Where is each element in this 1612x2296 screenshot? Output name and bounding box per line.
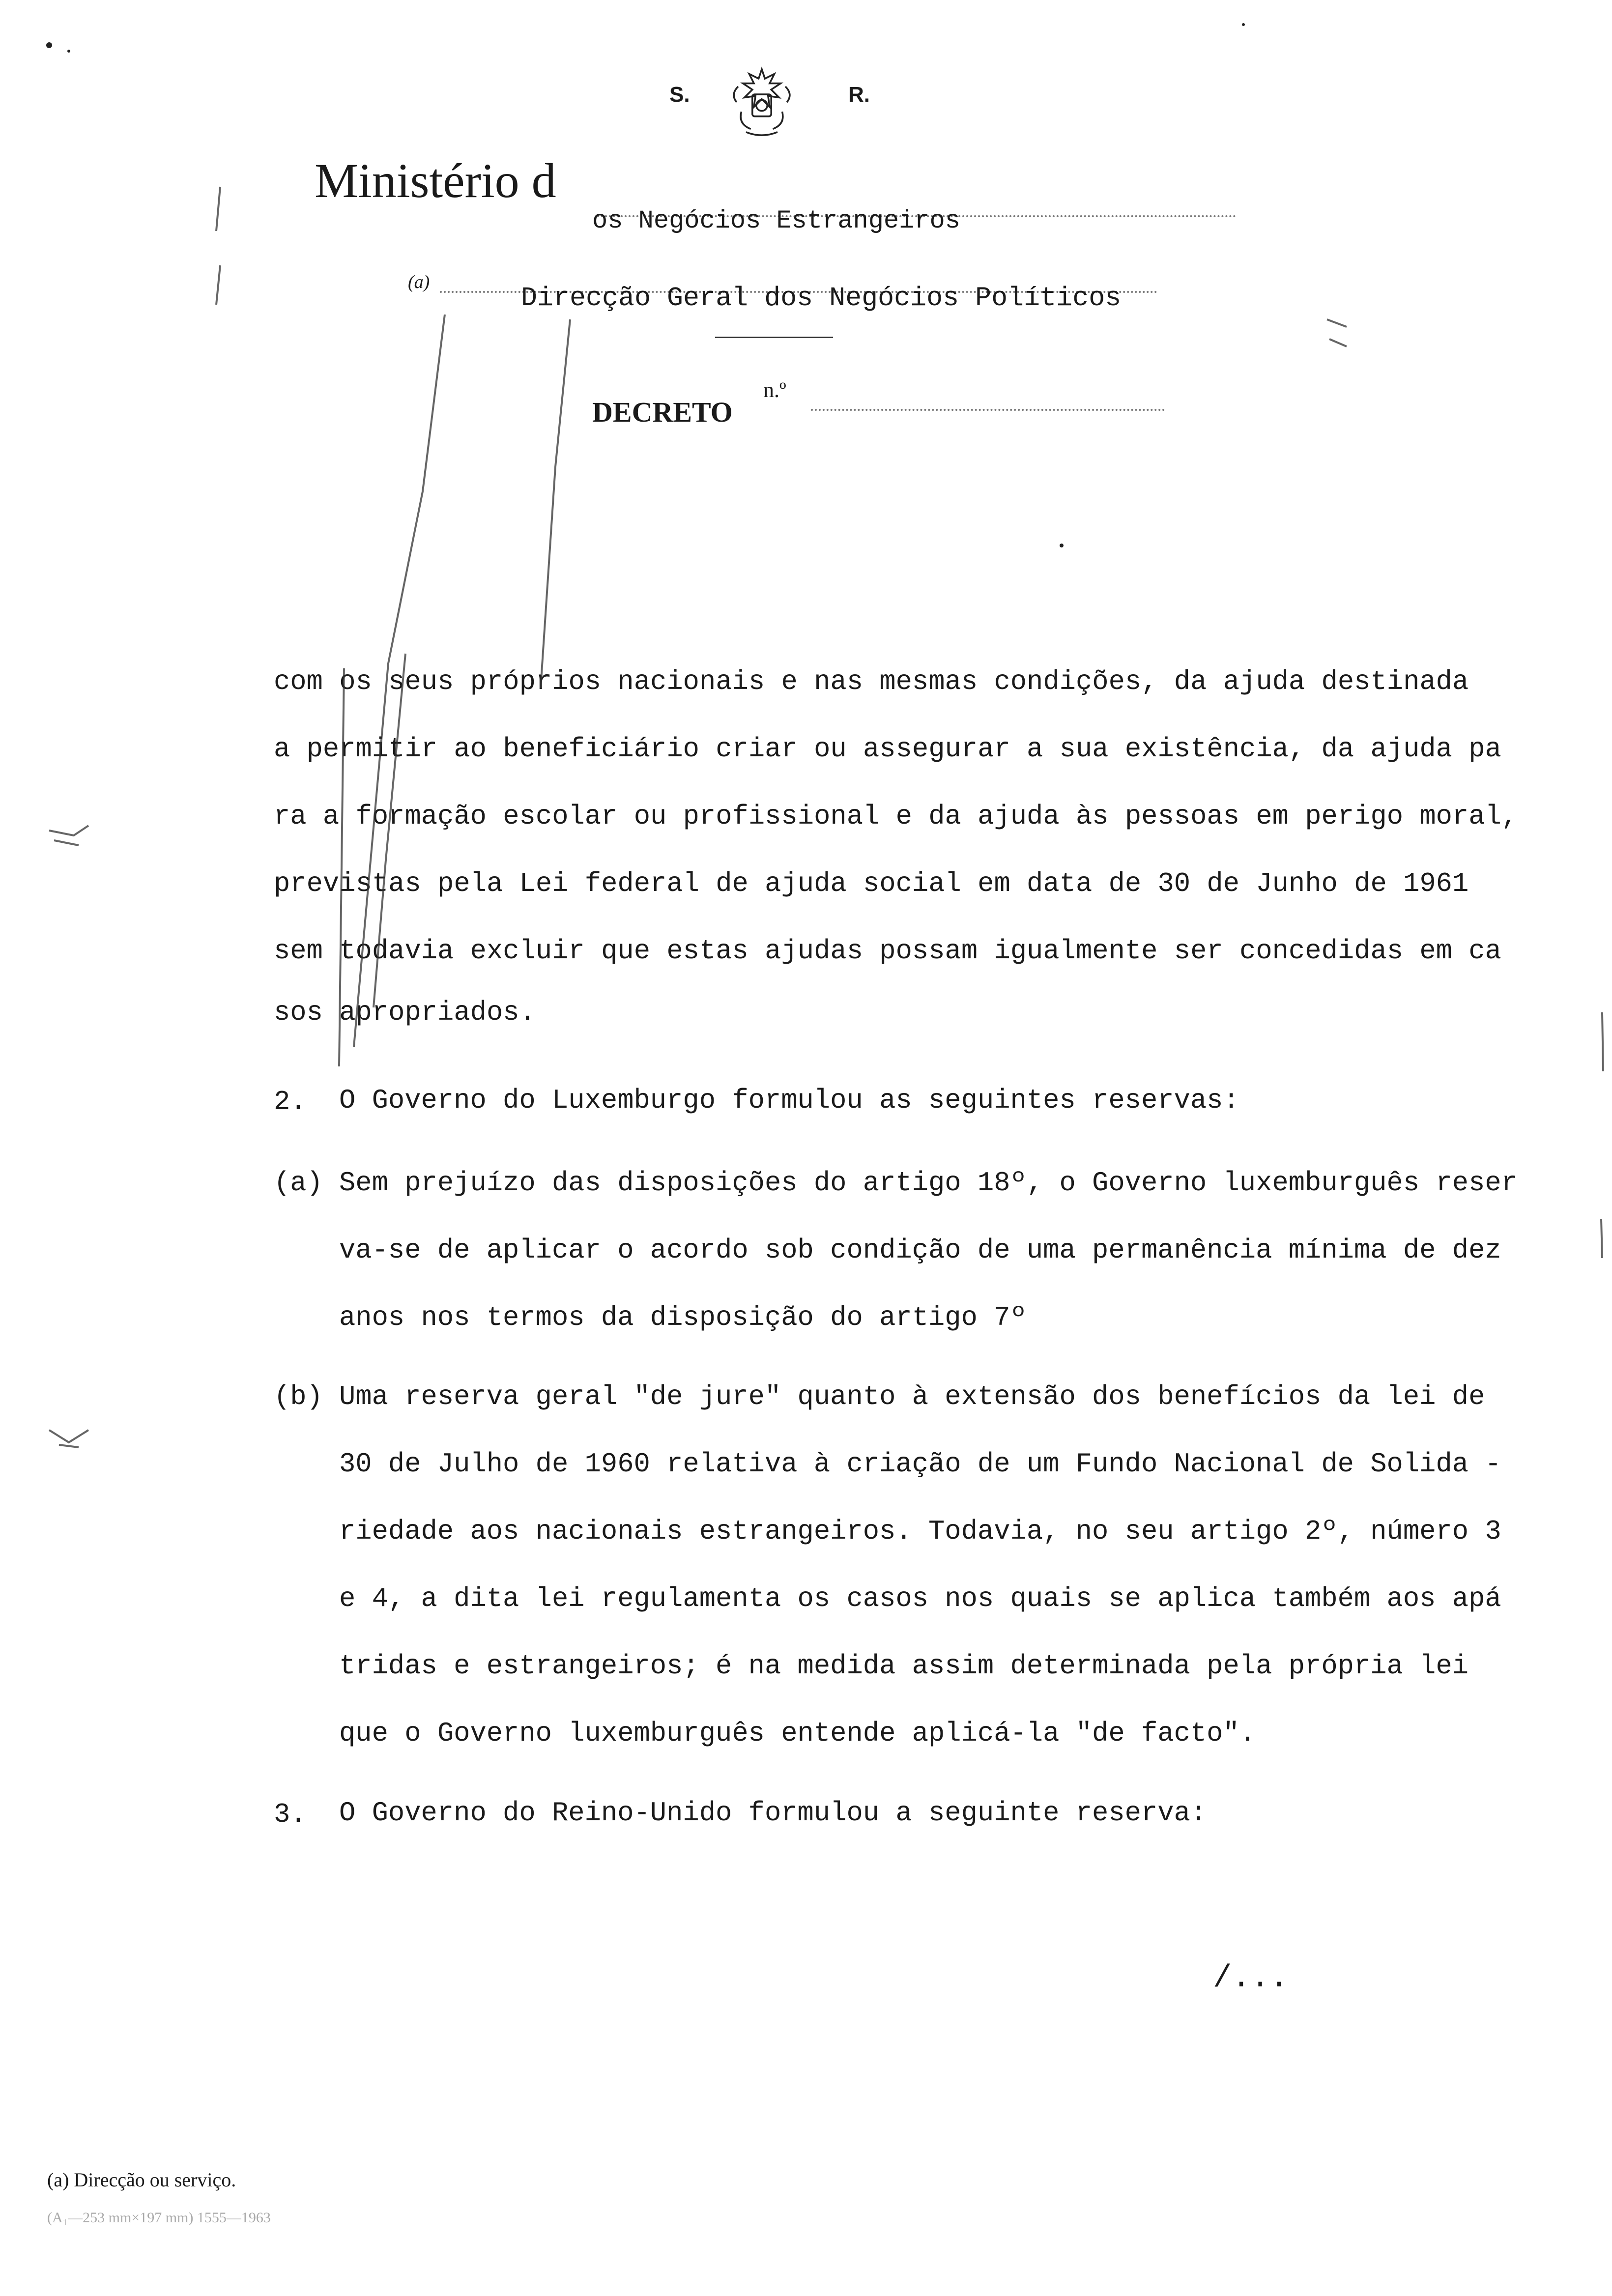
item-number: 2. xyxy=(274,1087,307,1118)
item-3-text: O Governo do Reino-Unido formulou a seguinte reserva: xyxy=(339,1798,1207,1829)
text-line: riedade aos nacionais estrangeiros. Todavia, no seu artigo 2º, número 3 xyxy=(339,1516,1501,1547)
text-line: e 4, a dita lei regulamenta os casos nos quais se aplica também aos apá xyxy=(339,1583,1501,1614)
text-line: que o Governo luxemburguês entende aplicá-la "de facto". xyxy=(339,1718,1256,1749)
item-label: (b) xyxy=(274,1381,323,1412)
note-marker: (a) xyxy=(408,272,430,292)
text-line: va-se de aplicar o acordo sob condição de uma permanência mínima de dez xyxy=(339,1235,1501,1266)
text-line: ra a formação escolar ou profissional e da ajuda às pessoas em perigo moral, xyxy=(274,801,1518,832)
text-line: Sem prejuízo das disposições do artigo 18º, o Governo luxemburguês reser xyxy=(339,1168,1518,1199)
decree-label: DECRETO xyxy=(592,396,733,428)
text-line: tridas e estrangeiros; é na medida assim determinada pela própria lei xyxy=(339,1651,1469,1682)
text-line: sem todavia excluir que estas ajudas possam igualmente ser concedidas em ca xyxy=(274,936,1501,967)
department-name: Direcção Geral dos Negócios Políticos xyxy=(521,283,1122,314)
text-line: 30 de Julho de 1960 relativa à criação de um Fundo Nacional de Solida - xyxy=(339,1449,1501,1480)
text-line: com os seus próprios nacionais e nas mesmas condições, da ajuda destinada xyxy=(274,666,1469,697)
text-line: Uma reserva geral "de jure" quanto à extensão dos benefícios da lei de xyxy=(339,1381,1485,1412)
form-reference: (A₁—253 mm×197 mm) 1555—1963 xyxy=(47,2210,271,2226)
text-line: previstas pela Lei federal de ajuda social em data de 30 de Junho de 1961 xyxy=(274,868,1469,899)
item-number: 3. xyxy=(274,1799,307,1830)
continuation-mark: /... xyxy=(1213,1961,1289,1996)
text-line: anos nos termos da disposição do artigo 7º xyxy=(339,1302,1027,1333)
footnote: (a) Direcção ou serviço. xyxy=(47,2169,236,2191)
text-line: sos apropriados. xyxy=(274,997,536,1028)
ministry-name: os Negócios Estrangeiros xyxy=(592,206,960,235)
text-line: a permitir ao beneficiário criar ou assegurar a sua existência, da ajuda pa xyxy=(274,734,1501,765)
item-label: (a) xyxy=(274,1168,323,1199)
item-2-text: O Governo do Luxemburgo formulou as seguintes reservas: xyxy=(339,1085,1239,1116)
seal-left-letter: S. xyxy=(669,83,690,107)
ministry-label: Ministério d xyxy=(315,153,556,208)
decree-number-label: n.º xyxy=(763,378,786,402)
seal-right-letter: R. xyxy=(848,83,870,107)
